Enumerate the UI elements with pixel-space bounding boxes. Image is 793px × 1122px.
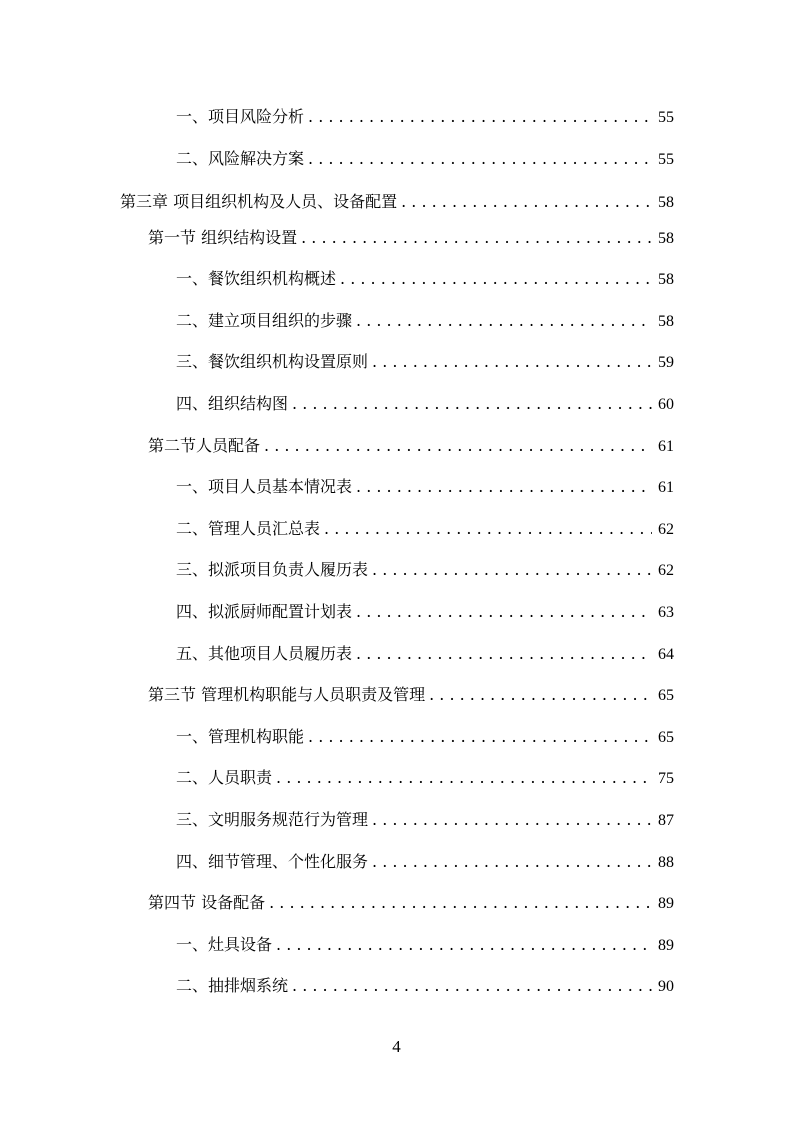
toc-dot-leader	[356, 310, 652, 332]
toc-entry	[176, 559, 674, 581]
toc-entry	[176, 934, 674, 956]
page-number: 4	[392, 1037, 401, 1056]
toc-entry-title: 四、组织结构图	[176, 394, 289, 413]
toc-entry	[176, 476, 674, 498]
toc-entry-title: 一、项目风险分析	[176, 107, 305, 126]
toc-entry-title: 三、餐饮组织机构设置原则	[176, 352, 369, 371]
toc-entry-title: 第二节人员配备	[148, 436, 261, 455]
toc-dot-leader	[356, 476, 652, 498]
toc-dot-leader	[276, 934, 652, 956]
toc-chapter-entry	[120, 191, 674, 213]
toc-section-entry	[148, 684, 674, 706]
toc-entry-page: 87	[658, 812, 674, 829]
toc-entry-page: 60	[658, 396, 674, 413]
toc-entry-title: 一、餐饮组织机构概述	[176, 269, 337, 288]
toc-entry-page: 61	[658, 438, 674, 455]
toc-entry-title: 二、风险解决方案	[176, 149, 305, 168]
toc-dot-leader	[401, 191, 652, 213]
toc-dot-leader	[372, 351, 652, 373]
toc-entry	[176, 767, 674, 789]
toc-entry	[176, 518, 674, 540]
toc-entry-page: 58	[658, 194, 674, 211]
toc-dot-leader	[429, 684, 652, 706]
toc-entry-title: 第一节 组织结构设置	[148, 228, 298, 247]
toc-section-entry	[148, 227, 674, 249]
toc-dot-leader	[372, 559, 652, 581]
toc-entry-title: 五、其他项目人员履历表	[176, 644, 353, 663]
toc-entry-title: 一、项目人员基本情况表	[176, 477, 353, 496]
toc-entry-title: 第三章 项目组织机构及人员、设备配置	[120, 192, 398, 211]
toc-section-entry	[148, 435, 674, 457]
toc-entry-page: 65	[658, 687, 674, 704]
toc-entry-title: 三、文明服务规范行为管理	[176, 810, 369, 829]
toc-entry	[176, 268, 674, 290]
toc-dot-leader	[269, 892, 652, 914]
toc-dot-leader	[356, 601, 652, 623]
toc-entry	[176, 809, 674, 831]
toc-entry-page: 65	[658, 729, 674, 746]
toc-entry-page: 62	[658, 521, 674, 538]
toc-dot-leader	[356, 643, 652, 665]
toc-entry	[176, 601, 674, 623]
toc-dot-leader	[372, 851, 652, 873]
toc-entry-page: 89	[658, 937, 674, 954]
toc-entry	[176, 851, 674, 873]
toc-entry-page: 58	[658, 313, 674, 330]
toc-entry-page: 55	[658, 151, 674, 168]
toc-dot-leader	[264, 435, 652, 457]
toc-entry-title: 二、管理人员汇总表	[176, 519, 321, 538]
toc-dot-leader	[276, 767, 652, 789]
toc-dot-leader	[308, 148, 652, 170]
toc-entry	[176, 310, 674, 332]
toc-entry-title: 二、抽排烟系统	[176, 976, 289, 995]
toc-entry-page: 61	[658, 479, 674, 496]
toc-entry	[176, 726, 674, 748]
toc-entry-title: 二、人员职责	[176, 768, 273, 787]
toc-entry-page: 75	[658, 770, 674, 787]
toc-entry-page: 90	[658, 978, 674, 995]
toc-entry-title: 三、拟派项目负责人履历表	[176, 560, 369, 579]
toc-section-entry	[148, 892, 674, 914]
toc-entry	[176, 393, 674, 415]
toc-dot-leader	[340, 268, 652, 290]
toc-entry-title: 第三节 管理机构职能与人员职责及管理	[148, 685, 426, 704]
toc-entry-title: 一、灶具设备	[176, 935, 273, 954]
toc-entry	[176, 643, 674, 665]
toc-entry-page: 64	[658, 646, 674, 663]
toc-entry	[176, 351, 674, 373]
toc-entry-page: 63	[658, 604, 674, 621]
toc-entry-title: 四、细节管理、个性化服务	[176, 852, 369, 871]
toc-entry-title: 一、管理机构职能	[176, 727, 305, 746]
toc-entry-page: 58	[658, 271, 674, 288]
toc-entry-title: 第四节 设备配备	[148, 893, 266, 912]
toc-entry-page: 62	[658, 562, 674, 579]
toc-entry-page: 89	[658, 895, 674, 912]
toc-entry-page: 59	[658, 354, 674, 371]
toc-entry-page: 55	[658, 109, 674, 126]
toc-dot-leader	[308, 726, 652, 748]
toc-dot-leader	[324, 518, 652, 540]
toc-entry-title: 四、拟派厨师配置计划表	[176, 602, 353, 621]
toc-entry	[176, 148, 674, 170]
toc-dot-leader	[292, 393, 652, 415]
toc-dot-leader	[308, 106, 652, 128]
toc-dot-leader	[292, 975, 652, 997]
toc-entry	[176, 106, 674, 128]
toc-entry	[176, 975, 674, 997]
toc-dot-leader	[301, 227, 652, 249]
toc-entry-page: 88	[658, 854, 674, 871]
toc-entry-page: 58	[658, 230, 674, 247]
toc-entry-title: 二、建立项目组织的步骤	[176, 311, 353, 330]
toc-dot-leader	[372, 809, 652, 831]
